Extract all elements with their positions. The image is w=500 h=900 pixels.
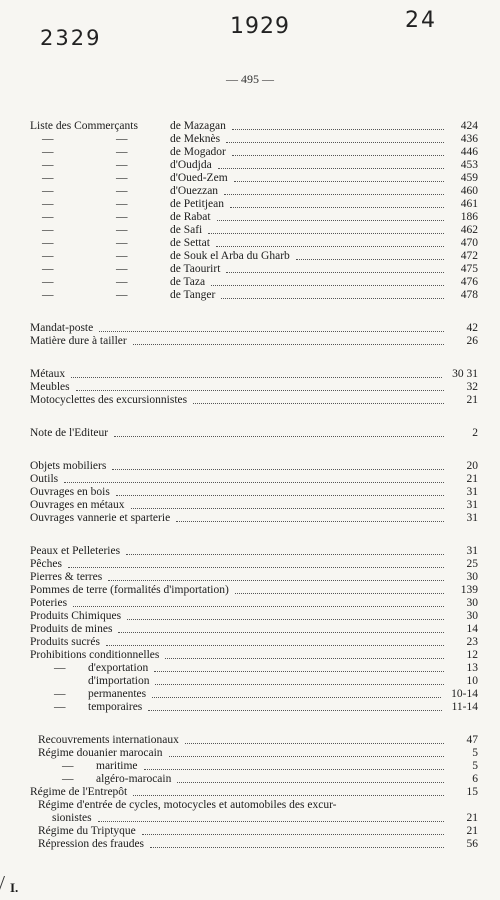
dot-leader bbox=[118, 632, 444, 633]
index-entry bbox=[30, 812, 478, 825]
entry-label: Produits Chimiques bbox=[30, 610, 122, 622]
ditto-mark: — bbox=[116, 237, 128, 249]
ditto-mark: — bbox=[42, 133, 54, 145]
handwritten-number-right: 24 bbox=[405, 8, 437, 33]
index-entry bbox=[30, 120, 478, 133]
index-entry bbox=[30, 610, 478, 623]
index-entry bbox=[30, 427, 478, 440]
index-entry bbox=[30, 799, 478, 812]
entry-label: Pêches bbox=[30, 558, 62, 570]
index-entry bbox=[30, 838, 478, 851]
dot-leader bbox=[208, 233, 444, 234]
entry-label: Matière dure à tailler bbox=[30, 335, 127, 347]
page-reference: 5 bbox=[472, 760, 478, 772]
ditto-mark: — bbox=[116, 224, 128, 236]
page-reference: 470 bbox=[460, 237, 478, 249]
entry-label: Mandat-poste bbox=[30, 322, 94, 334]
ditto-mark: — bbox=[42, 159, 54, 171]
page-reference: 32 bbox=[466, 381, 478, 393]
page-reference: 461 bbox=[460, 198, 478, 210]
page-reference: 139 bbox=[460, 584, 478, 596]
index-entry bbox=[30, 636, 478, 649]
page-reference: 15 bbox=[466, 786, 478, 798]
page-reference: 21 bbox=[466, 473, 478, 485]
entry-label: de Souk el Arba du Gharb bbox=[170, 250, 290, 262]
page-reference: 475 bbox=[460, 263, 478, 275]
ditto-mark: — bbox=[42, 276, 54, 288]
page-reference: 30 bbox=[466, 571, 478, 583]
page-reference: 2 bbox=[472, 427, 478, 439]
dot-leader bbox=[144, 769, 444, 770]
index-entry bbox=[30, 237, 478, 250]
dot-leader bbox=[71, 377, 442, 378]
entry-label: Produits de mines bbox=[30, 623, 113, 635]
dot-leader bbox=[114, 436, 444, 437]
page-reference: 5 bbox=[472, 747, 478, 759]
page-reference: 478 bbox=[460, 289, 478, 301]
margin-mark: I. bbox=[10, 880, 19, 895]
dot-leader bbox=[234, 181, 444, 182]
dot-leader bbox=[185, 743, 444, 744]
entry-heading: Liste des Commerçants bbox=[30, 120, 138, 132]
dot-leader bbox=[108, 580, 444, 581]
index-entry bbox=[30, 584, 478, 597]
ditto-mark: — bbox=[42, 185, 54, 197]
entry-label: Ouvrages en métaux bbox=[30, 499, 125, 511]
page-reference: 30 bbox=[466, 610, 478, 622]
ditto-mark: — bbox=[116, 250, 128, 262]
page-reference: 11-14 bbox=[451, 701, 478, 713]
index-entry bbox=[30, 688, 478, 701]
dot-leader bbox=[296, 259, 444, 260]
dot-leader bbox=[176, 521, 444, 522]
ditto-mark: — bbox=[116, 185, 128, 197]
index-entry bbox=[30, 250, 478, 263]
index-entry bbox=[30, 172, 478, 185]
entry-label: algéro-marocain bbox=[96, 773, 172, 785]
page-reference: 10 bbox=[466, 675, 478, 687]
ditto-mark: — bbox=[42, 211, 54, 223]
page-number: — 495 — bbox=[226, 72, 274, 86]
entry-label: de Petitjean bbox=[170, 198, 224, 210]
index-entry bbox=[30, 276, 478, 289]
entry-label: Recouvrements internationaux bbox=[38, 734, 179, 746]
page-reference: 462 bbox=[460, 224, 478, 236]
handwritten-number-left: 2329 bbox=[40, 26, 102, 50]
dot-leader bbox=[116, 495, 444, 496]
index-entry bbox=[30, 825, 478, 838]
ditto-mark: — bbox=[116, 133, 128, 145]
entry-label: Régime d'entrée de cycles, motocycles et automobiles des excur- bbox=[38, 799, 337, 811]
entry-label: Ouvrages vannerie et sparterie bbox=[30, 512, 171, 524]
ditto-mark: — bbox=[62, 773, 74, 785]
entry-label: sionistes bbox=[52, 812, 92, 824]
entry-label: permanentes bbox=[88, 688, 147, 700]
index-entry bbox=[30, 368, 478, 381]
index-entry bbox=[30, 394, 478, 407]
index-entry bbox=[30, 499, 478, 512]
page-reference: 459 bbox=[460, 172, 478, 184]
ditto-mark: — bbox=[54, 701, 66, 713]
dot-leader bbox=[217, 220, 444, 221]
dot-leader bbox=[224, 194, 444, 195]
entry-label: d'Ouezzan bbox=[170, 185, 219, 197]
index-entry bbox=[30, 662, 478, 675]
dot-leader bbox=[226, 272, 444, 273]
ditto-mark: — bbox=[62, 760, 74, 772]
index-entry bbox=[30, 734, 478, 747]
ditto-mark: — bbox=[42, 198, 54, 210]
ditto-mark: — bbox=[116, 172, 128, 184]
entry-label: temporaires bbox=[88, 701, 143, 713]
page-reference: 47 bbox=[466, 734, 478, 746]
index-entry bbox=[30, 381, 478, 394]
entry-label: de Mazagan bbox=[170, 120, 226, 132]
page-reference: 476 bbox=[460, 276, 478, 288]
page-reference: 21 bbox=[466, 825, 478, 837]
index-entry bbox=[30, 623, 478, 636]
index-entry bbox=[30, 263, 478, 276]
index-entry bbox=[30, 224, 478, 237]
entry-label: d'exportation bbox=[88, 662, 149, 674]
entry-label: Pommes de terre (formalités d'importation) bbox=[30, 584, 229, 596]
page-reference: 460 bbox=[460, 185, 478, 197]
entry-label: Motocyclettes des excursionnistes bbox=[30, 394, 188, 406]
entry-label: de Settat bbox=[170, 237, 210, 249]
page-reference: 472 bbox=[460, 250, 478, 262]
page-reference: 12 bbox=[466, 649, 478, 661]
ditto-mark: — bbox=[42, 289, 54, 301]
dot-leader bbox=[232, 129, 444, 130]
entry-label: Poteries bbox=[30, 597, 68, 609]
dot-leader bbox=[216, 246, 444, 247]
dot-leader bbox=[142, 834, 444, 835]
ditto-mark: — bbox=[116, 159, 128, 171]
ditto-mark: — bbox=[116, 276, 128, 288]
index-list bbox=[30, 120, 478, 851]
ditto-mark: — bbox=[42, 172, 54, 184]
index-entry bbox=[30, 473, 478, 486]
index-entry bbox=[30, 545, 478, 558]
entry-label: Régime de l'Entrepôt bbox=[30, 786, 128, 798]
dot-leader bbox=[177, 782, 444, 783]
page-reference: 31 bbox=[466, 499, 478, 511]
entry-label: de Taourirt bbox=[170, 263, 221, 275]
dot-leader bbox=[133, 344, 444, 345]
index-entry bbox=[30, 747, 478, 760]
index-entry bbox=[30, 649, 478, 662]
page-reference: 31 bbox=[466, 486, 478, 498]
entry-label: de Meknès bbox=[170, 133, 221, 145]
index-entry bbox=[30, 701, 478, 714]
handwritten-year: 1929 bbox=[230, 14, 290, 39]
entry-label: de Tanger bbox=[170, 289, 216, 301]
page-reference: 446 bbox=[460, 146, 478, 158]
page-reference: 31 bbox=[466, 512, 478, 524]
page-reference: 13 bbox=[466, 662, 478, 674]
page-reference: 30 31 bbox=[452, 368, 478, 380]
page-reference: 424 bbox=[460, 120, 478, 132]
ditto-mark: — bbox=[42, 263, 54, 275]
dot-leader bbox=[127, 619, 444, 620]
page-reference: 14 bbox=[466, 623, 478, 635]
dot-leader bbox=[232, 155, 444, 156]
entry-label: Régime du Triptyque bbox=[38, 825, 136, 837]
page-reference: 10-14 bbox=[451, 688, 478, 700]
page-reference: 23 bbox=[466, 636, 478, 648]
ditto-mark: — bbox=[42, 250, 54, 262]
entry-label: Régime douanier marocain bbox=[38, 747, 163, 759]
entry-label: Ouvrages en bois bbox=[30, 486, 110, 498]
ditto-mark: — bbox=[116, 211, 128, 223]
entry-label: Objets mobiliers bbox=[30, 460, 107, 472]
dot-leader bbox=[131, 508, 444, 509]
dot-leader bbox=[155, 684, 444, 685]
index-entry bbox=[30, 558, 478, 571]
ditto-mark: — bbox=[116, 146, 128, 158]
entry-label: de Safi bbox=[170, 224, 203, 236]
dot-leader bbox=[154, 671, 444, 672]
entry-label: Prohibitions conditionnelles bbox=[30, 649, 160, 661]
entry-label: de Mogador bbox=[170, 146, 226, 158]
index-entry bbox=[30, 675, 478, 688]
dot-leader bbox=[211, 285, 444, 286]
ditto-mark: — bbox=[54, 688, 66, 700]
dot-leader bbox=[68, 567, 444, 568]
index-entry bbox=[30, 289, 478, 302]
entry-label: Outils bbox=[30, 473, 59, 485]
dot-leader bbox=[221, 298, 444, 299]
index-entry bbox=[30, 335, 478, 348]
ditto-mark: — bbox=[42, 224, 54, 236]
index-entry bbox=[30, 597, 478, 610]
page-reference: 25 bbox=[466, 558, 478, 570]
entry-label: d'importation bbox=[88, 675, 150, 687]
index-entry bbox=[30, 786, 478, 799]
ditto-mark: — bbox=[116, 289, 128, 301]
page-reference: 186 bbox=[460, 211, 478, 223]
entry-label: d'Oued-Zem bbox=[170, 172, 228, 184]
entry-label: Meubles bbox=[30, 381, 70, 393]
entry-label: maritime bbox=[96, 760, 138, 772]
dot-leader bbox=[133, 795, 444, 796]
index-entry bbox=[30, 571, 478, 584]
index-entry bbox=[30, 512, 478, 525]
index-entry bbox=[30, 460, 478, 473]
index-entry bbox=[30, 322, 478, 335]
index-entry bbox=[30, 133, 478, 146]
page-reference: 20 bbox=[466, 460, 478, 472]
dot-leader bbox=[152, 697, 441, 698]
dot-leader bbox=[148, 710, 441, 711]
entry-label: Produits sucrés bbox=[30, 636, 100, 648]
index-entry bbox=[30, 211, 478, 224]
dot-leader bbox=[218, 168, 444, 169]
page-reference: 21 bbox=[466, 394, 478, 406]
entry-label: de Rabat bbox=[170, 211, 211, 223]
dot-leader bbox=[98, 821, 444, 822]
ditto-mark: — bbox=[116, 198, 128, 210]
index-entry bbox=[30, 198, 478, 211]
dot-leader bbox=[73, 606, 444, 607]
dot-leader bbox=[193, 403, 444, 404]
index-entry bbox=[30, 159, 478, 172]
page-reference: 31 bbox=[466, 545, 478, 557]
index-entry bbox=[30, 185, 478, 198]
entry-label: Peaux et Pelleteries bbox=[30, 545, 121, 557]
entry-label: Note de l'Editeur bbox=[30, 427, 109, 439]
dot-leader bbox=[150, 847, 444, 848]
dot-leader bbox=[64, 482, 444, 483]
dot-leader bbox=[165, 658, 444, 659]
ditto-mark: — bbox=[54, 662, 66, 674]
dot-leader bbox=[99, 331, 444, 332]
entry-label: Métaux bbox=[30, 368, 66, 380]
entry-label: de Taza bbox=[170, 276, 206, 288]
page-reference: 30 bbox=[466, 597, 478, 609]
index-entry bbox=[30, 486, 478, 499]
index-entry bbox=[30, 146, 478, 159]
page-reference: 436 bbox=[460, 133, 478, 145]
index-entry bbox=[30, 773, 478, 786]
ditto-mark: — bbox=[116, 263, 128, 275]
page-reference: 56 bbox=[466, 838, 478, 850]
dot-leader bbox=[169, 756, 444, 757]
page-reference: 453 bbox=[460, 159, 478, 171]
ditto-mark: — bbox=[42, 146, 54, 158]
index-entry bbox=[30, 760, 478, 773]
entry-label: d'Oudjda bbox=[170, 159, 212, 171]
page-reference: 21 bbox=[466, 812, 478, 824]
dot-leader bbox=[106, 645, 444, 646]
entry-label: Pierres & terres bbox=[30, 571, 103, 583]
dot-leader bbox=[112, 469, 444, 470]
dot-leader bbox=[226, 142, 444, 143]
ditto-mark: — bbox=[42, 237, 54, 249]
entry-label: Répression des fraudes bbox=[38, 838, 145, 850]
page-reference: 26 bbox=[466, 335, 478, 347]
dot-leader bbox=[126, 554, 444, 555]
dot-leader bbox=[76, 390, 444, 391]
dot-leader bbox=[235, 593, 444, 594]
page-reference: 42 bbox=[466, 322, 478, 334]
dot-leader bbox=[230, 207, 444, 208]
page-reference: 6 bbox=[472, 773, 478, 785]
